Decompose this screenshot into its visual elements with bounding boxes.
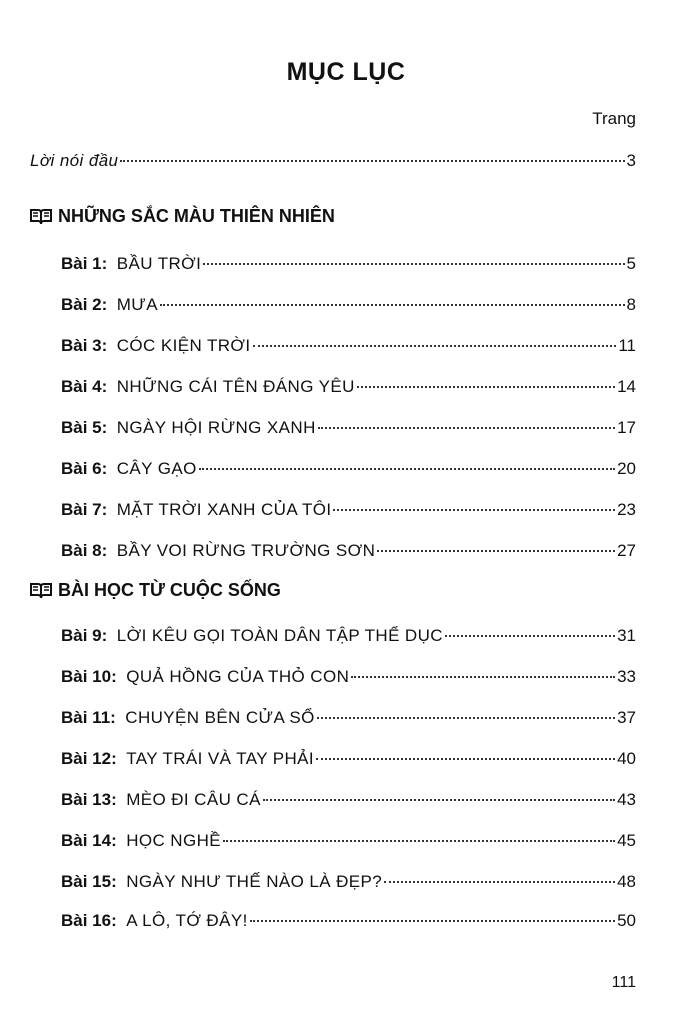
lesson-number: Bài 8: bbox=[61, 541, 108, 560]
lesson-number: Bài 7: bbox=[61, 500, 108, 519]
lesson-title: TAY TRÁI VÀ TAY PHẢI bbox=[126, 749, 315, 768]
lesson-title: BẦU TRỜI bbox=[116, 254, 202, 273]
lesson-title: MƯA bbox=[116, 295, 158, 314]
section-title: NHỮNG SẮC MÀU THIÊN NHIÊN bbox=[58, 206, 335, 226]
lesson-page: 45 bbox=[617, 831, 636, 850]
toc-entry[interactable] bbox=[61, 911, 636, 935]
toc-entry[interactable] bbox=[61, 831, 636, 855]
entry-page: 3 bbox=[626, 151, 636, 170]
page-column-label: Trang bbox=[592, 109, 636, 128]
dot-leader bbox=[250, 920, 615, 922]
dot-leader bbox=[223, 840, 615, 842]
lesson-page: 8 bbox=[626, 295, 636, 314]
toc-entry[interactable] bbox=[61, 708, 636, 732]
lesson-page: 23 bbox=[617, 500, 636, 519]
lesson-title: CÂY GẠO bbox=[116, 459, 197, 478]
lesson-page: 5 bbox=[626, 254, 636, 273]
lesson-number: Bài 16: bbox=[61, 911, 117, 930]
dot-leader bbox=[351, 676, 615, 678]
section-title: BÀI HỌC TỪ CUỘC SỐNG bbox=[58, 580, 281, 600]
lesson-number: Bài 15: bbox=[61, 872, 117, 891]
lesson-page: 20 bbox=[617, 459, 636, 478]
dot-leader bbox=[357, 386, 615, 388]
dot-leader bbox=[203, 263, 624, 265]
toc-entry[interactable] bbox=[61, 790, 636, 814]
dot-leader bbox=[160, 304, 625, 306]
lesson-number: Bài 13: bbox=[61, 790, 117, 809]
lesson-number: Bài 11: bbox=[61, 708, 116, 727]
lesson-title: BẦY VOI RỪNG TRƯỜNG SƠN bbox=[116, 541, 376, 560]
dot-leader bbox=[384, 881, 615, 883]
lesson-page: 48 bbox=[617, 872, 636, 891]
lesson-page: 17 bbox=[617, 418, 636, 437]
toc-entry[interactable] bbox=[61, 667, 636, 691]
dot-leader bbox=[316, 758, 615, 760]
lesson-page: 40 bbox=[617, 749, 636, 768]
lesson-page: 11 bbox=[618, 336, 636, 355]
toc-entry[interactable] bbox=[61, 254, 636, 278]
lesson-title: NGÀY HỘI RỪNG XANH bbox=[116, 418, 316, 437]
lesson-title: A LÔ, TỚ ĐÂY! bbox=[126, 911, 248, 930]
lesson-page: 37 bbox=[617, 708, 636, 727]
entry-title: Lời nói đầu bbox=[30, 151, 119, 170]
lesson-page: 50 bbox=[617, 911, 636, 930]
toc-entry[interactable] bbox=[61, 749, 636, 773]
lesson-number: Bài 6: bbox=[61, 459, 108, 478]
lesson-number: Bài 5: bbox=[61, 418, 108, 437]
lesson-title: MÈO ĐI CÂU CÁ bbox=[126, 790, 261, 809]
page-number: 111 bbox=[611, 974, 636, 991]
page-title: MỤC LỤC bbox=[286, 58, 406, 86]
dot-leader bbox=[377, 550, 615, 552]
lesson-title: NGÀY NHƯ THẾ NÀO LÀ ĐẸP? bbox=[126, 872, 383, 891]
toc-entry[interactable] bbox=[61, 418, 636, 442]
toc-entry[interactable] bbox=[61, 459, 636, 483]
lesson-title: QUẢ HỒNG CỦA THỎ CON bbox=[126, 667, 350, 686]
lesson-title: HỌC NGHỀ bbox=[126, 831, 222, 850]
dot-leader bbox=[317, 717, 615, 719]
section-heading bbox=[30, 206, 335, 227]
lesson-page: 27 bbox=[617, 541, 636, 560]
book-icon bbox=[30, 208, 52, 225]
lesson-page: 14 bbox=[617, 377, 636, 396]
section-heading bbox=[30, 580, 281, 601]
lesson-title: NHỮNG CÁI TÊN ĐÁNG YÊU bbox=[116, 377, 355, 396]
toc-entry[interactable] bbox=[61, 541, 636, 565]
lesson-title: CÓC KIỆN TRỜI bbox=[116, 336, 251, 355]
lesson-number: Bài 12: bbox=[61, 749, 117, 768]
toc-entry[interactable] bbox=[61, 336, 636, 360]
dot-leader bbox=[199, 468, 615, 470]
lesson-page: 31 bbox=[617, 626, 636, 645]
lesson-number: Bài 4: bbox=[61, 377, 108, 396]
toc-entry[interactable] bbox=[61, 872, 636, 896]
lesson-number: Bài 10: bbox=[61, 667, 117, 686]
lesson-title: CHUYỆN BÊN CỬA SỔ bbox=[125, 708, 315, 727]
lesson-number: Bài 3: bbox=[61, 336, 108, 355]
dot-leader bbox=[318, 427, 615, 429]
lesson-number: Bài 14: bbox=[61, 831, 117, 850]
lesson-number: Bài 2: bbox=[61, 295, 108, 314]
lesson-number: Bài 1: bbox=[61, 254, 108, 273]
toc-entry[interactable] bbox=[61, 377, 636, 401]
dot-leader bbox=[445, 635, 615, 637]
dot-leader bbox=[120, 160, 624, 162]
toc-entry[interactable] bbox=[61, 626, 636, 650]
dot-leader bbox=[253, 345, 617, 347]
toc-entry[interactable] bbox=[61, 295, 636, 319]
lesson-page: 33 bbox=[617, 667, 636, 686]
toc-entry[interactable] bbox=[61, 500, 636, 524]
toc-entry-intro[interactable] bbox=[30, 151, 636, 175]
lesson-page: 43 bbox=[617, 790, 636, 809]
lesson-title: MẶT TRỜI XANH CỦA TÔI bbox=[116, 500, 332, 519]
book-icon bbox=[30, 582, 52, 599]
dot-leader bbox=[333, 509, 615, 511]
lesson-title: LỜI KÊU GỌI TOÀN DÂN TẬP THỂ DỤC bbox=[116, 626, 443, 645]
lesson-number: Bài 9: bbox=[61, 626, 108, 645]
dot-leader bbox=[263, 799, 615, 801]
